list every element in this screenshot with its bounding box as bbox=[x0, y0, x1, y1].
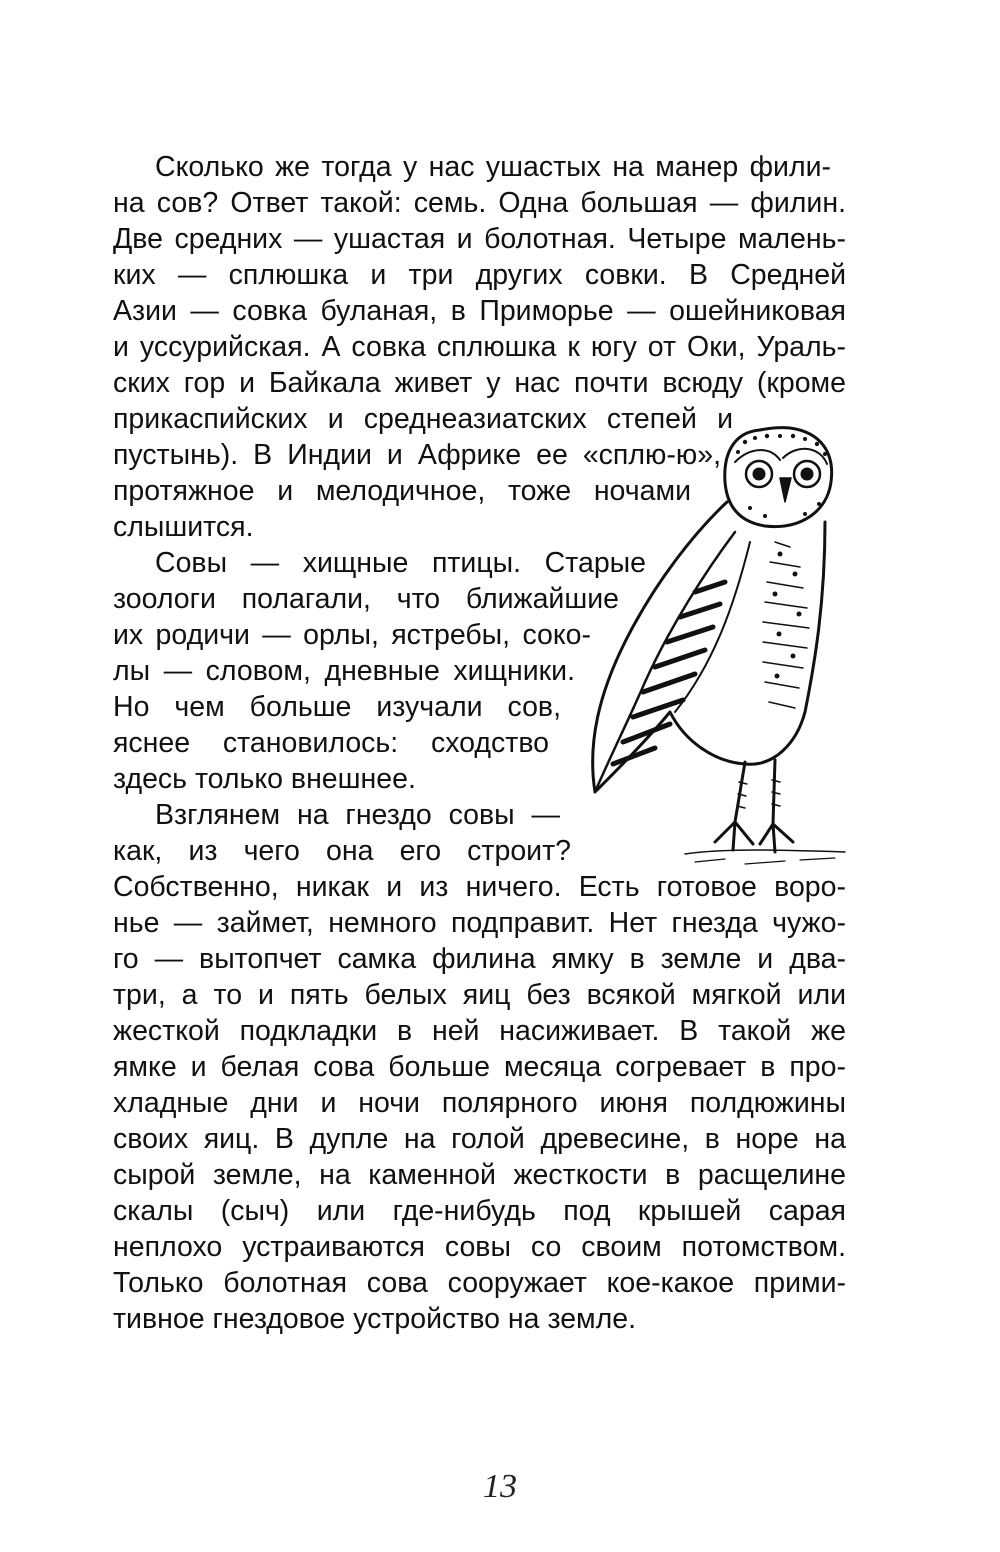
text-line: лы — словом, дневные хищники. bbox=[113, 655, 575, 687]
text-line: хладные дни и ночи полярного июня полдюжины bbox=[113, 1087, 846, 1119]
text-line: слышится. bbox=[113, 511, 254, 543]
text-line: Только болотная сова сооружает кое-какое прими- bbox=[113, 1267, 846, 1299]
text-line: Азии — совка буланая, в Приморье — ошейниковая bbox=[113, 295, 846, 327]
text-line: здесь только внешнее. bbox=[113, 763, 416, 795]
text-line: скалы (сыч) или где-нибудь под крышей сарая bbox=[113, 1195, 846, 1227]
text-line: ямке и белая сова больше месяца согревает в про- bbox=[113, 1051, 846, 1083]
text-line: сырой земле, на каменной жесткости в расщелине bbox=[113, 1159, 846, 1191]
text-line: жесткой подкладки в ней насиживает. В такой же bbox=[113, 1015, 846, 1047]
text-line: Сколько же тогда у нас ушастых на манер фили- bbox=[155, 151, 831, 183]
text-line: их родичи — орлы, ястребы, соко- bbox=[113, 619, 591, 651]
text-line: ких — сплюшка и три других совки. В Средней bbox=[113, 259, 846, 291]
text-line: Две средних — ушастая и болотная. Четыре малень- bbox=[113, 223, 846, 255]
text-line: своих яиц. В дупле на голой древесине, в норе на bbox=[113, 1123, 846, 1155]
text-line: три, а то и пять белых яиц без всякой мягкой или bbox=[113, 979, 846, 1011]
text-line: зоологи полагали, что ближайшие bbox=[113, 583, 619, 615]
text-line: Собственно, никак и из ничего. Есть готовое воро- bbox=[113, 871, 846, 903]
text-line: тивное гнездовое устройство на земле. bbox=[113, 1303, 637, 1335]
text-line: яснее становилось: сходство bbox=[113, 727, 549, 759]
text-line: нье — займет, немного подправит. Нет гнезда чужо- bbox=[113, 907, 846, 939]
text-line: ских гор и Байкала живет у нас почти всюду (кроме bbox=[113, 367, 846, 399]
text-line: Взглянем на гнездо совы — bbox=[155, 799, 560, 831]
owl-illustration-icon bbox=[575, 412, 875, 872]
text-line: и уссурийская. А совка сплюшка к югу от Оки, Ураль- bbox=[113, 331, 846, 363]
text-line: Совы — хищные птицы. Старые bbox=[155, 547, 646, 579]
text-line: протяжное и мелодичное, тоже ночами bbox=[113, 475, 691, 507]
page-number: 13 bbox=[483, 1468, 517, 1505]
text-line: как, из чего она его строит? bbox=[113, 835, 571, 867]
text-line: го — вытопчет самка филина ямку в земле и два- bbox=[113, 943, 846, 975]
text-line: на сов? Ответ такой: семь. Одна большая — филин. bbox=[113, 187, 846, 219]
text-line: пустынь). В Индии и Африке ее «сплю-ю», bbox=[113, 439, 721, 471]
text-line: Но чем больше изучали сов, bbox=[113, 691, 561, 723]
text-line: прикаспийских и среднеазиатских степей и bbox=[113, 403, 733, 435]
text-line: неплохо устраиваются совы со своим потомством. bbox=[113, 1231, 846, 1263]
